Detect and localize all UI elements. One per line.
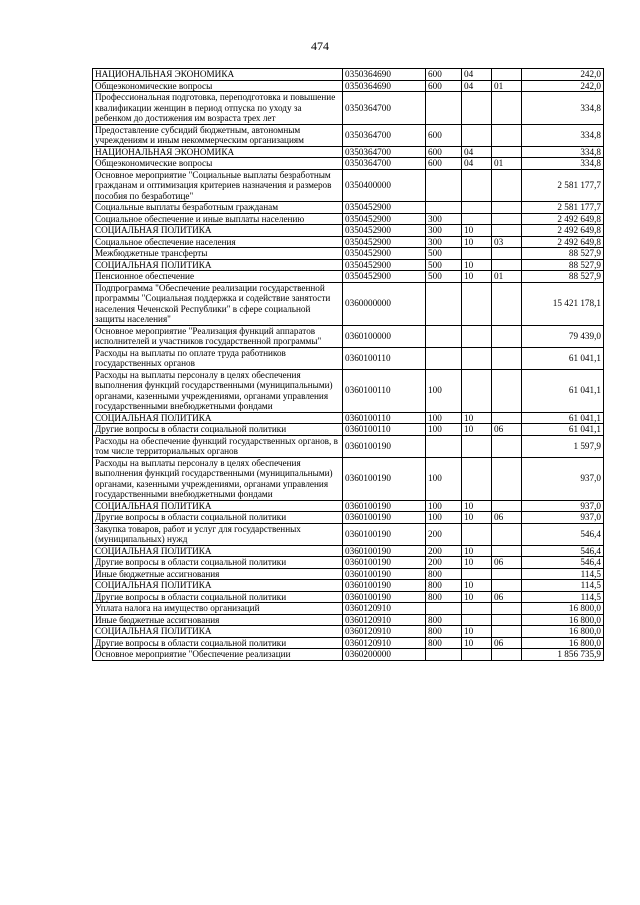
row-expense-type-cell: 800 <box>426 591 462 603</box>
row-amount-cell: 79 439,0 <box>522 325 604 347</box>
row-expense-type-cell: 300 <box>426 225 462 237</box>
row-name-cell: СОЦИАЛЬНАЯ ПОЛИТИКА <box>93 259 343 271</box>
row-subsection-cell <box>492 580 522 592</box>
row-name-cell: СОЦИАЛЬНАЯ ПОЛИТИКА <box>93 412 343 424</box>
row-subsection-cell <box>492 568 522 580</box>
row-amount-cell: 334,8 <box>522 124 604 146</box>
table-row <box>93 523 604 545</box>
table-row <box>93 603 604 615</box>
row-expense-type-cell: 100 <box>426 500 462 512</box>
row-name-cell: СОЦИАЛЬНАЯ ПОЛИТИКА <box>93 626 343 638</box>
row-code-cell: 0360200000 <box>343 649 426 661</box>
row-subsection-cell <box>492 202 522 214</box>
row-expense-type-cell: 600 <box>426 80 462 92</box>
row-code-cell: 0360100190 <box>343 557 426 569</box>
row-expense-type-cell: 500 <box>426 271 462 283</box>
row-section-cell <box>462 435 492 457</box>
row-name-cell: НАЦИОНАЛЬНАЯ ЭКОНОМИКА <box>93 146 343 158</box>
row-section-cell <box>462 649 492 661</box>
row-name-cell: Социальное обеспечение и иные выплаты населению <box>93 213 343 225</box>
row-amount-cell: 334,8 <box>522 146 604 158</box>
row-name-cell: Основное мероприятие "Реализация функций аппаратов исполнителей и участников государственной программы" <box>93 325 343 347</box>
row-code-cell: 0360100110 <box>343 424 426 436</box>
row-name-cell: Расходы на выплаты персоналу в целях обеспечения выполнения функций государственными (муниципальными) органами, казенными учреждениями, органами управления государственными внебюджетными фондами <box>93 369 343 412</box>
table-row <box>93 568 604 580</box>
row-subsection-cell: 01 <box>492 271 522 283</box>
row-subsection-cell <box>492 523 522 545</box>
row-name-cell: Основное мероприятие "Социальные выплаты безработным гражданам и оптимизация критериев назначения и размеров пособия по безработице" <box>93 169 343 202</box>
row-expense-type-cell <box>426 435 462 457</box>
row-expense-type-cell <box>426 92 462 125</box>
row-section-cell: 10 <box>462 225 492 237</box>
row-amount-cell: 16 800,0 <box>522 614 604 626</box>
table-row <box>93 435 604 457</box>
table-row <box>93 169 604 202</box>
row-code-cell: 0350364690 <box>343 80 426 92</box>
row-section-cell: 04 <box>462 69 492 81</box>
row-subsection-cell <box>492 282 522 325</box>
row-amount-cell: 114,5 <box>522 580 604 592</box>
row-amount-cell: 1 856 735,9 <box>522 649 604 661</box>
row-section-cell: 04 <box>462 80 492 92</box>
row-expense-type-cell <box>426 325 462 347</box>
row-subsection-cell: 06 <box>492 424 522 436</box>
row-subsection-cell <box>492 146 522 158</box>
table-row <box>93 80 604 92</box>
row-expense-type-cell: 800 <box>426 580 462 592</box>
row-section-cell: 10 <box>462 512 492 524</box>
row-subsection-cell <box>492 603 522 615</box>
row-expense-type-cell: 100 <box>426 412 462 424</box>
row-expense-type-cell: 100 <box>426 512 462 524</box>
row-section-cell: 10 <box>462 626 492 638</box>
row-code-cell: 0360120910 <box>343 603 426 615</box>
row-name-cell: Другие вопросы в области социальной политики <box>93 591 343 603</box>
row-name-cell: Иные бюджетные ассигнования <box>93 568 343 580</box>
row-section-cell: 10 <box>462 591 492 603</box>
row-expense-type-cell: 800 <box>426 568 462 580</box>
row-subsection-cell <box>492 248 522 260</box>
table-row <box>93 637 604 649</box>
row-code-cell: 0360100110 <box>343 369 426 412</box>
row-amount-cell: 546,4 <box>522 545 604 557</box>
row-name-cell: Социальное обеспечение населения <box>93 236 343 248</box>
row-expense-type-cell: 500 <box>426 248 462 260</box>
row-section-cell <box>462 92 492 125</box>
row-code-cell: 0350452900 <box>343 271 426 283</box>
row-code-cell: 0350452900 <box>343 248 426 260</box>
row-expense-type-cell: 200 <box>426 523 462 545</box>
row-expense-type-cell: 100 <box>426 369 462 412</box>
row-section-cell <box>462 325 492 347</box>
row-name-cell: Межбюджетные трансферты <box>93 248 343 260</box>
table-row <box>93 412 604 424</box>
row-name-cell: Другие вопросы в области социальной политики <box>93 512 343 524</box>
row-section-cell: 10 <box>462 424 492 436</box>
row-amount-cell: 242,0 <box>522 80 604 92</box>
row-expense-type-cell: 800 <box>426 614 462 626</box>
table-row <box>93 124 604 146</box>
row-name-cell: Расходы на обеспечение функций государственных органов, в том числе территориальных органов <box>93 435 343 457</box>
table-row <box>93 457 604 500</box>
row-section-cell: 10 <box>462 236 492 248</box>
row-subsection-cell <box>492 614 522 626</box>
row-code-cell: 0360100110 <box>343 347 426 369</box>
row-name-cell: Другие вопросы в области социальной политики <box>93 424 343 436</box>
row-expense-type-cell: 600 <box>426 146 462 158</box>
row-amount-cell: 114,5 <box>522 591 604 603</box>
row-amount-cell: 2 492 649,8 <box>522 213 604 225</box>
row-section-cell: 10 <box>462 580 492 592</box>
row-code-cell: 0360100190 <box>343 523 426 545</box>
row-name-cell: СОЦИАЛЬНАЯ ПОЛИТИКА <box>93 580 343 592</box>
table-row <box>93 614 604 626</box>
row-name-cell: Общеэкономические вопросы <box>93 158 343 170</box>
row-subsection-cell <box>492 169 522 202</box>
row-subsection-cell: 06 <box>492 591 522 603</box>
row-amount-cell: 61 041,1 <box>522 369 604 412</box>
table-row <box>93 325 604 347</box>
row-code-cell: 0360120910 <box>343 626 426 638</box>
row-section-cell <box>462 614 492 626</box>
table-row <box>93 545 604 557</box>
row-subsection-cell: 01 <box>492 80 522 92</box>
row-section-cell: 10 <box>462 637 492 649</box>
table-row <box>93 580 604 592</box>
row-section-cell: 10 <box>462 545 492 557</box>
row-subsection-cell: 06 <box>492 512 522 524</box>
row-section-cell: 10 <box>462 412 492 424</box>
row-code-cell: 0350364690 <box>343 69 426 81</box>
row-section-cell <box>462 169 492 202</box>
row-section-cell: 10 <box>462 259 492 271</box>
table-row <box>93 282 604 325</box>
row-code-cell: 0360100190 <box>343 435 426 457</box>
row-name-cell: СОЦИАЛЬНАЯ ПОЛИТИКА <box>93 225 343 237</box>
row-amount-cell: 2 581 177,7 <box>522 169 604 202</box>
row-code-cell: 0350364700 <box>343 146 426 158</box>
row-amount-cell: 242,0 <box>522 69 604 81</box>
row-subsection-cell <box>492 92 522 125</box>
row-section-cell <box>462 124 492 146</box>
table-row <box>93 500 604 512</box>
row-name-cell: Социальные выплаты безработным гражданам <box>93 202 343 214</box>
row-code-cell: 0350364700 <box>343 158 426 170</box>
row-subsection-cell <box>492 649 522 661</box>
row-amount-cell: 88 527,9 <box>522 248 604 260</box>
row-expense-type-cell <box>426 649 462 661</box>
row-section-cell <box>462 457 492 500</box>
row-section-cell <box>462 603 492 615</box>
row-amount-cell: 61 041,1 <box>522 347 604 369</box>
row-section-cell: 10 <box>462 500 492 512</box>
row-name-cell: Уплата налога на имущество организаций <box>93 603 343 615</box>
row-subsection-cell <box>492 545 522 557</box>
table-row <box>93 146 604 158</box>
row-code-cell: 0360120910 <box>343 614 426 626</box>
row-expense-type-cell <box>426 202 462 214</box>
row-code-cell: 0350452900 <box>343 225 426 237</box>
row-subsection-cell <box>492 347 522 369</box>
row-subsection-cell: 01 <box>492 158 522 170</box>
row-code-cell: 0350364700 <box>343 124 426 146</box>
row-subsection-cell <box>492 626 522 638</box>
row-amount-cell: 61 041,1 <box>522 424 604 436</box>
row-name-cell: Основное мероприятие "Обеспечение реализации <box>93 649 343 661</box>
row-code-cell: 0360100190 <box>343 568 426 580</box>
row-subsection-cell <box>492 225 522 237</box>
row-expense-type-cell <box>426 169 462 202</box>
table-row <box>93 69 604 81</box>
row-subsection-cell: 03 <box>492 236 522 248</box>
row-expense-type-cell: 100 <box>426 424 462 436</box>
row-expense-type-cell: 600 <box>426 124 462 146</box>
row-name-cell: Пенсионное обеспечение <box>93 271 343 283</box>
row-amount-cell: 2 492 649,8 <box>522 236 604 248</box>
row-subsection-cell <box>492 369 522 412</box>
row-name-cell: Предоставление субсидий бюджетным, автономным учреждениям и иным некоммерческим организациям <box>93 124 343 146</box>
table-row <box>93 202 604 214</box>
row-section-cell <box>462 523 492 545</box>
row-expense-type-cell: 600 <box>426 69 462 81</box>
row-amount-cell: 937,0 <box>522 457 604 500</box>
row-amount-cell: 61 041,1 <box>522 412 604 424</box>
row-name-cell: Другие вопросы в области социальной политики <box>93 637 343 649</box>
row-amount-cell: 16 800,0 <box>522 637 604 649</box>
page-number: 474 <box>311 39 329 53</box>
row-subsection-cell <box>492 325 522 347</box>
row-subsection-cell <box>492 259 522 271</box>
row-section-cell <box>462 369 492 412</box>
row-section-cell <box>462 213 492 225</box>
row-subsection-cell <box>492 500 522 512</box>
row-section-cell: 04 <box>462 146 492 158</box>
row-code-cell: 0360000000 <box>343 282 426 325</box>
row-code-cell: 0360100190 <box>343 545 426 557</box>
table-row <box>93 225 604 237</box>
row-code-cell: 0360120910 <box>343 637 426 649</box>
row-expense-type-cell <box>426 347 462 369</box>
row-amount-cell: 2 492 649,8 <box>522 225 604 237</box>
row-amount-cell: 16 800,0 <box>522 603 604 615</box>
row-section-cell <box>462 248 492 260</box>
row-code-cell: 0350400000 <box>343 169 426 202</box>
row-section-cell: 04 <box>462 158 492 170</box>
row-expense-type-cell: 200 <box>426 545 462 557</box>
row-expense-type-cell: 500 <box>426 259 462 271</box>
row-code-cell: 0360100000 <box>343 325 426 347</box>
row-name-cell: Другие вопросы в области социальной политики <box>93 557 343 569</box>
row-code-cell: 0350364700 <box>343 92 426 125</box>
row-amount-cell: 546,4 <box>522 523 604 545</box>
row-section-cell <box>462 568 492 580</box>
table-row <box>93 591 604 603</box>
table-row <box>93 259 604 271</box>
row-expense-type-cell: 300 <box>426 236 462 248</box>
row-code-cell: 0360100190 <box>343 512 426 524</box>
row-expense-type-cell: 100 <box>426 457 462 500</box>
row-amount-cell: 15 421 178,1 <box>522 282 604 325</box>
row-code-cell: 0350452900 <box>343 236 426 248</box>
row-name-cell: Подпрограмма "Обеспечение реализации государственной программы "Социальная поддержка и содействие занятости населения Чеченской Республики" в сфере социальной защиты населения" <box>93 282 343 325</box>
row-code-cell: 0360100190 <box>343 591 426 603</box>
row-code-cell: 0360100110 <box>343 412 426 424</box>
row-code-cell: 0350452900 <box>343 213 426 225</box>
row-amount-cell: 1 597,9 <box>522 435 604 457</box>
table-row <box>93 626 604 638</box>
row-subsection-cell <box>492 69 522 81</box>
row-name-cell: Расходы на выплаты по оплате труда работников государственных органов <box>93 347 343 369</box>
row-section-cell <box>462 347 492 369</box>
table-body <box>93 69 604 661</box>
table-row <box>93 557 604 569</box>
row-amount-cell: 937,0 <box>522 512 604 524</box>
row-name-cell: СОЦИАЛЬНАЯ ПОЛИТИКА <box>93 545 343 557</box>
row-amount-cell: 114,5 <box>522 568 604 580</box>
row-code-cell: 0360100190 <box>343 580 426 592</box>
row-subsection-cell <box>492 124 522 146</box>
table-row <box>93 158 604 170</box>
row-subsection-cell: 06 <box>492 637 522 649</box>
row-amount-cell: 334,8 <box>522 92 604 125</box>
row-section-cell: 10 <box>462 557 492 569</box>
row-amount-cell: 334,8 <box>522 158 604 170</box>
row-expense-type-cell: 800 <box>426 626 462 638</box>
row-subsection-cell <box>492 457 522 500</box>
row-code-cell: 0350452900 <box>343 202 426 214</box>
table-row <box>93 236 604 248</box>
table-row <box>93 649 604 661</box>
row-amount-cell: 2 581 177,7 <box>522 202 604 214</box>
table-row <box>93 213 604 225</box>
row-name-cell: Расходы на выплаты персоналу в целях обеспечения выполнения функций государственными (муниципальными) органами, казенными учреждениями, органами управления государственными внебюджетными фондами <box>93 457 343 500</box>
row-name-cell: СОЦИАЛЬНАЯ ПОЛИТИКА <box>93 500 343 512</box>
row-expense-type-cell: 800 <box>426 637 462 649</box>
row-code-cell: 0360100190 <box>343 500 426 512</box>
row-expense-type-cell: 300 <box>426 213 462 225</box>
row-name-cell: Закупка товаров, работ и услуг для государственных (муниципальных) нужд <box>93 523 343 545</box>
table-row <box>93 92 604 125</box>
row-amount-cell: 88 527,9 <box>522 259 604 271</box>
row-expense-type-cell <box>426 603 462 615</box>
table-row <box>93 512 604 524</box>
budget-table <box>92 68 604 661</box>
row-expense-type-cell: 600 <box>426 158 462 170</box>
table-row <box>93 424 604 436</box>
table-row <box>93 248 604 260</box>
table-row <box>93 369 604 412</box>
row-amount-cell: 88 527,9 <box>522 271 604 283</box>
row-amount-cell: 16 800,0 <box>522 626 604 638</box>
row-expense-type-cell: 200 <box>426 557 462 569</box>
row-subsection-cell <box>492 213 522 225</box>
row-section-cell <box>462 282 492 325</box>
row-expense-type-cell <box>426 282 462 325</box>
row-name-cell: Профессиональная подготовка, переподготовка и повышение квалификации женщин в период отпуска по уходу за ребенком до достижения им возраста трех лет <box>93 92 343 125</box>
row-code-cell: 0360100190 <box>343 457 426 500</box>
row-subsection-cell <box>492 435 522 457</box>
row-subsection-cell: 06 <box>492 557 522 569</box>
row-section-cell <box>462 202 492 214</box>
row-subsection-cell <box>492 412 522 424</box>
row-name-cell: Иные бюджетные ассигнования <box>93 614 343 626</box>
row-amount-cell: 937,0 <box>522 500 604 512</box>
row-code-cell: 0350452900 <box>343 259 426 271</box>
table-row <box>93 271 604 283</box>
table-row <box>93 347 604 369</box>
row-amount-cell: 546,4 <box>522 557 604 569</box>
row-section-cell: 10 <box>462 271 492 283</box>
row-name-cell: Общеэкономические вопросы <box>93 80 343 92</box>
row-name-cell: НАЦИОНАЛЬНАЯ ЭКОНОМИКА <box>93 69 343 81</box>
